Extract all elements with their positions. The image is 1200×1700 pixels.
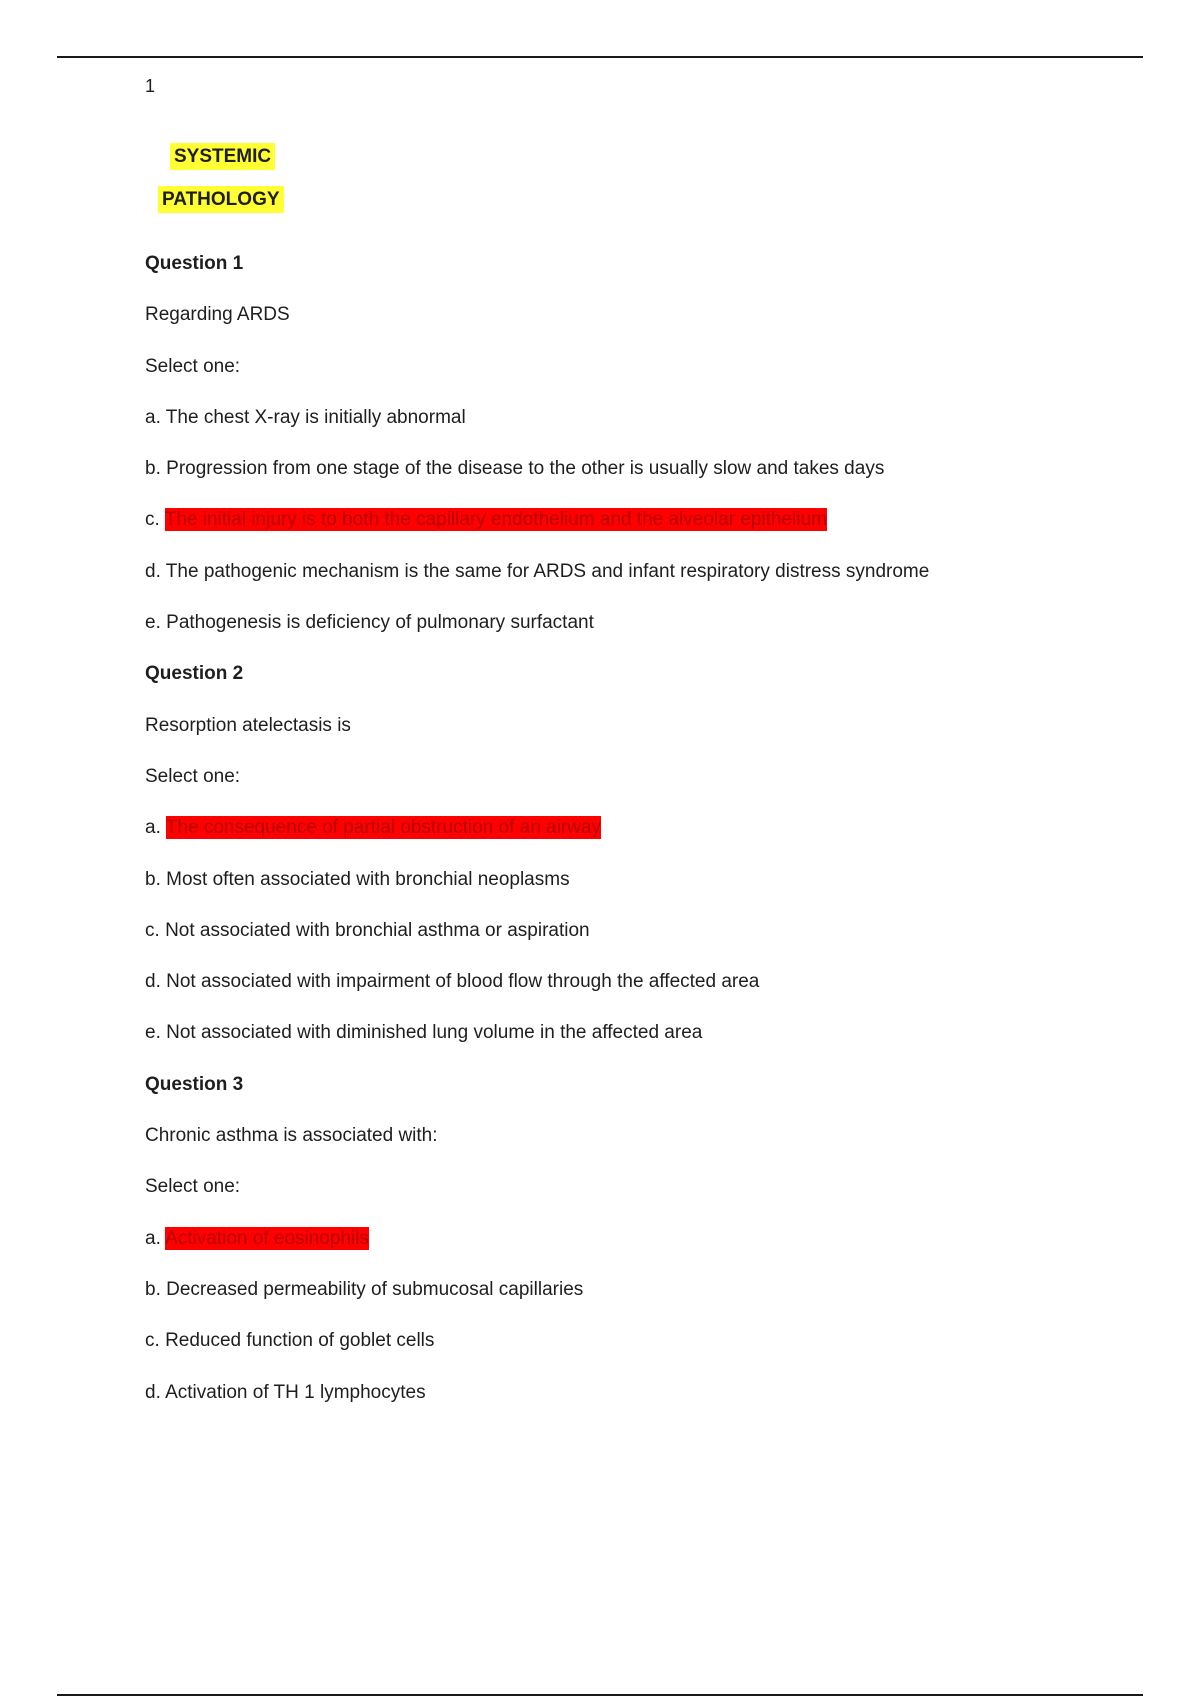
document-title xyxy=(158,143,278,229)
option-letter: d. xyxy=(145,971,161,993)
answer-option-highlighted xyxy=(145,508,1105,559)
answer-option xyxy=(145,406,1105,457)
question-heading: Question 2 xyxy=(145,663,244,685)
option-text: Not associated with bronchial asthma or aspiration xyxy=(165,919,590,941)
option-text: Not associated with diminished lung volume in the affected area xyxy=(166,1022,703,1044)
option-text: Most often associated with bronchial neoplasms xyxy=(166,868,570,890)
option-text: Decreased permeability of submucosal capillaries xyxy=(166,1278,584,1300)
answer-option xyxy=(145,1329,1105,1380)
page-number: 1 xyxy=(145,76,156,96)
option-text: Not associated with impairment of blood flow through the affected area xyxy=(166,971,760,993)
question-stem: Regarding ARDS xyxy=(145,304,290,326)
answer-option xyxy=(145,1278,1105,1329)
option-text: The chest X-ray is initially abnormal xyxy=(165,406,466,428)
question-heading: Question 3 xyxy=(145,1073,244,1095)
option-letter: d. xyxy=(145,1381,161,1403)
option-letter: b. xyxy=(145,458,161,480)
select-instruction: Select one: xyxy=(145,1176,241,1198)
answer-option-highlighted xyxy=(145,816,1105,867)
title-line-systemic: SYSTEMIC xyxy=(170,143,275,170)
option-letter: a. xyxy=(145,1227,161,1249)
option-letter: c. xyxy=(145,1330,160,1352)
highlighted-answer-text: Activation of eosinophils xyxy=(165,1227,369,1249)
answer-option xyxy=(145,560,1105,611)
option-letter: e. xyxy=(145,612,161,634)
option-letter: d. xyxy=(145,560,161,582)
answer-option xyxy=(145,868,1105,919)
option-text: Pathogenesis is deficiency of pulmonary surfactant xyxy=(166,612,594,634)
option-text: Reduced function of goblet cells xyxy=(165,1330,435,1352)
highlighted-answer-text: The consequence of partial obstruction of an airway xyxy=(165,817,601,839)
option-letter: b. xyxy=(145,868,161,890)
option-letter: a. xyxy=(145,817,161,839)
footer-rule xyxy=(57,1694,1143,1696)
select-instruction: Select one: xyxy=(145,765,241,787)
option-letter: b. xyxy=(145,1278,161,1300)
option-letter: c. xyxy=(145,919,160,941)
question-stem: Resorption atelectasis is xyxy=(145,714,351,736)
question-list xyxy=(145,252,1105,1432)
highlighted-answer-text: The initial injury is to both the capillary endothelium and the alveolar epithelium xyxy=(164,509,827,531)
option-letter: a. xyxy=(145,406,161,428)
answer-option xyxy=(145,611,1105,662)
title-line-pathology: PATHOLOGY xyxy=(158,186,284,213)
question-heading: Question 1 xyxy=(145,253,244,274)
header-rule xyxy=(57,56,1143,58)
option-text: Activation of TH 1 lymphocytes xyxy=(165,1381,426,1403)
option-text: The pathogenic mechanism is the same for ARDS and infant respiratory distress syndrome xyxy=(165,560,930,582)
answer-option xyxy=(145,919,1105,970)
select-instruction: Select one: xyxy=(145,355,241,377)
answer-option xyxy=(145,1021,1105,1072)
option-letter: c. xyxy=(145,509,160,531)
answer-option xyxy=(145,457,1105,508)
answer-option-highlighted xyxy=(145,1227,1105,1278)
answer-option xyxy=(145,1381,1105,1432)
option-text: Progression from one stage of the disease to the other is usually slow and takes days xyxy=(166,458,885,480)
option-letter: e. xyxy=(145,1022,161,1044)
question-stem: Chronic asthma is associated with: xyxy=(145,1125,438,1147)
answer-option xyxy=(145,970,1105,1021)
